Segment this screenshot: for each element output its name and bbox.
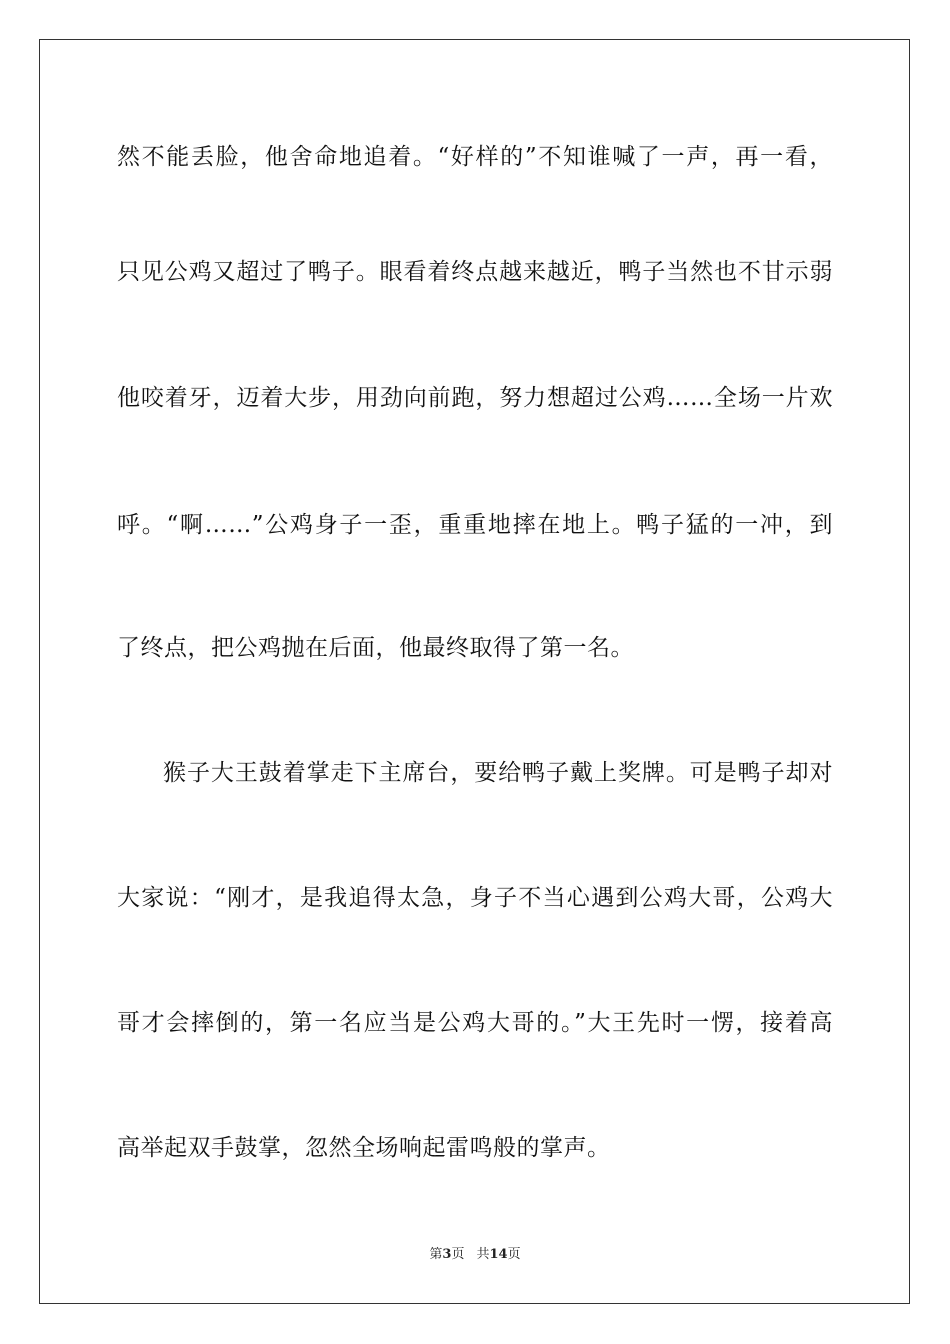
page-frame	[39, 39, 910, 1304]
body-line-3: 他咬着牙，迈着大步，用劲向前跑，努力想超过公鸡……全场一片欢	[117, 385, 833, 411]
body-line-8: 哥才会摔倒的，第一名应当是公鸡大哥的。”大王先时一愣，接着高	[117, 1010, 833, 1036]
page-prefix: 第	[429, 1247, 443, 1262]
body-line-4: 呼。“啊……”公鸡身子一歪，重重地摔在地上。鸭子猛的一冲，到	[117, 512, 833, 538]
total-prefix: 共	[476, 1247, 490, 1262]
page-number: 3	[442, 1247, 452, 1262]
body-line-9: 高举起双手鼓掌，忽然全场响起雷鸣般的掌声。	[117, 1135, 611, 1161]
body-line-2: 只见公鸡又超过了鸭子。眼看着终点越来越近，鸭子当然也不甘示弱	[117, 259, 833, 285]
body-line-7: 大家说：“刚才，是我追得太急，身子不当心遇到公鸡大哥，公鸡大	[117, 885, 833, 911]
body-line-5: 了终点，把公鸡抛在后面，他最终取得了第一名。	[117, 635, 634, 661]
total-suffix: 页	[507, 1247, 521, 1262]
total-pages: 14	[489, 1247, 508, 1262]
page-suffix: 页	[451, 1247, 465, 1262]
body-line-6-paragraph-start: 猴子大王鼓着掌走下主席台，要给鸭子戴上奖牌。可是鸭子却对	[163, 760, 833, 786]
body-line-1: 然不能丢脸，他舍命地追着。“好样的”不知谁喊了一声，再一看，	[117, 144, 833, 170]
page-footer	[0, 1246, 950, 1264]
